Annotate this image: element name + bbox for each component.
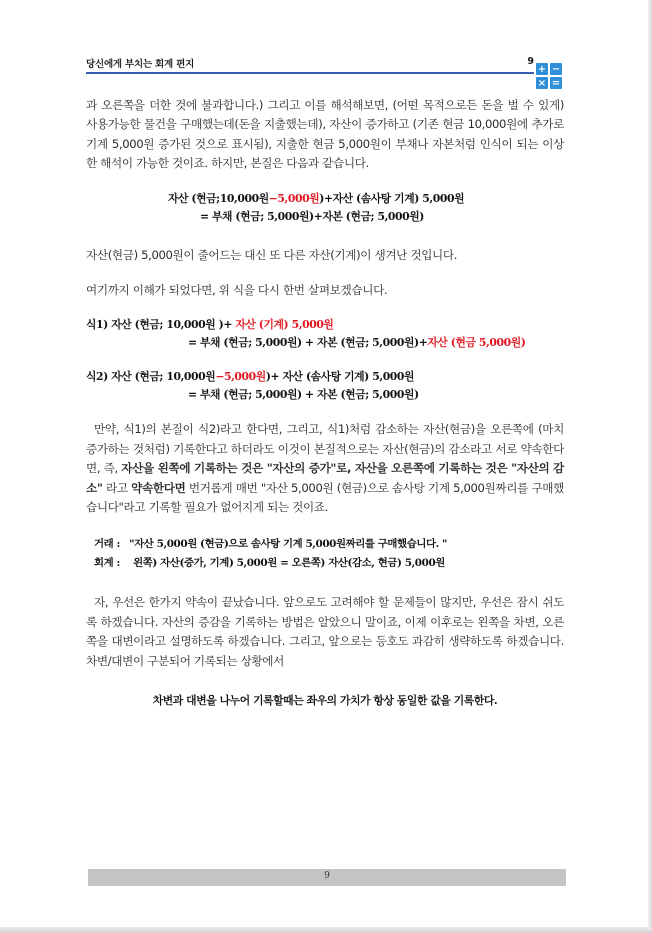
comparison-block bbox=[86, 535, 564, 573]
paragraph-5: 자, 우선은 한가지 약속이 끝났습니다. 앞으로도 고려해야 할 문제들이 많지만, 우선은 잠시 쉬도록 하겠습니다. 자산의 증감을 기록하는 방법은 알았으니 말이죠, 이제 이후로는 왼쪽을 차변, 오른쪽을 대변이라고 설명하도록 하겠습니다. 그리고, 앞으로는 등호도 과감히 생략하도록 하겠습니다. 차변/대변이 구분되어 기록되는 상황에서 bbox=[86, 595, 564, 668]
formula-block-2 bbox=[86, 316, 564, 352]
running-header bbox=[86, 56, 538, 72]
paragraph-4-emphasis-2: 약속한다면 bbox=[131, 480, 186, 495]
formula-3-label: 식2) bbox=[86, 370, 108, 384]
formula-3-line-1: 식2) 자산 (현금; 10,000원−5,000원)+ 자산 (솜사탕 기계) 5,000원 bbox=[86, 370, 415, 384]
footer-page-number: 9 bbox=[324, 871, 330, 881]
plus-icon: + bbox=[537, 63, 547, 75]
formula-2-line-1: 식1) 자산 (현금; 10,000원 )+ 자산 (기계) 5,000원 bbox=[86, 318, 334, 332]
paragraph-1: 과 오른쪽을 더한 것에 불과합니다.) 그리고 이를 해석해보면, (어떤 목적으로든 돈을 벌 수 있게) 사용가능한 물건을 구매했는데(돈을 지출했는데), 자산이 증가하고 (기존 현금 10,000원에 추가로 기계 5,000원 증가된 것으로 표시됨), 지출한 현금 5,000원이 부채나 자본처럼 인식이 되는 이상한 해석이 가능한 것이죠. 하지만, 본질은 다음과 같습니다. bbox=[86, 98, 564, 171]
accounting-label: 회계 : bbox=[94, 557, 120, 570]
formula-1-red-amount: −5,000원 bbox=[268, 191, 320, 205]
header-title: 당신에게 부치는 회계 편지 bbox=[86, 59, 195, 70]
formula-1-line-2: = 부채 (현금; 5,000원)+자본 (현금; 5,000원) bbox=[200, 209, 425, 223]
formula-3-red-amount: −5,000원 bbox=[215, 370, 266, 384]
paragraph-4-emphasis-1: 자산을 왼쪽에 기록하는 것은 "자산의 증가"로, 자산을 오른쪽에 기록하는 것은 "자산의 감소" bbox=[86, 461, 564, 495]
formula-2-label: 식1) bbox=[86, 318, 108, 332]
footer-bar bbox=[88, 869, 566, 886]
equals-icon: = bbox=[551, 77, 561, 89]
header-page-number: 9 bbox=[527, 56, 534, 67]
conclusion-statement: 차변과 대변을 나누어 기록할때는 좌우의 가치가 항상 동일한 값을 기록한다. bbox=[152, 694, 498, 708]
formula-block-1 bbox=[86, 190, 564, 226]
page-body bbox=[86, 96, 564, 708]
minus-icon: − bbox=[551, 63, 561, 75]
formula-1-line-1: 자산 (현금;10,000원−5,000원)+자산 (솜사탕 기계) 5,000원 bbox=[168, 191, 465, 205]
paragraph-4: 만약, 식1)의 본질이 식2)라고 한다면, 그리고, 식1)처럼 감소하는 자산(현금)을 오른쪽에 (마치 증가하는 것처럼) 기록한다고 하더라도 이것이 본질적으로는 자산(현금)의 감소라고 서로 약속한다면, 즉, 자산을 왼쪽에 기록하는 것은 "자산의 증가"로, 자산을 오른쪽에 기록하는 것은 "자산의 감소" 라고 약속한다면 번거롭게 매번 "자산 5,000원 (현금)으로 솜사탕 기계 5,000원짜리를 구매했습니다"라고 기록할 필요가 없어지게 되는 것이죠. bbox=[86, 422, 564, 515]
transaction-label: 거래 : bbox=[94, 538, 120, 551]
page-edge-shadow bbox=[648, 0, 652, 933]
paragraph-3: 여기까지 이해가 되었다면, 위 식을 다시 한번 살펴보겠습니다. bbox=[86, 283, 388, 298]
header-rule bbox=[86, 72, 534, 74]
formula-2-red-cash: 자산 (현금 5,000원) bbox=[427, 336, 526, 350]
calculator-icon bbox=[536, 63, 562, 89]
transaction-line: 거래 : "자산 5,000원 (현금)으로 솜사탕 기계 5,000원짜리를 구매했습니다. " bbox=[94, 538, 448, 551]
formula-3-line-2: = 부채 (현금; 5,000원) + 자본 (현금; 5,000원) bbox=[188, 388, 419, 402]
formula-2-line-2: = 부채 (현금; 5,000원) + 자본 (현금; 5,000원)+자산 (현금 5,000원) bbox=[188, 336, 526, 350]
formula-2-red-asset: 자산 (기계) 5,000원 bbox=[235, 318, 334, 332]
paragraph-2: 자산(현금) 5,000원이 줄어드는 대신 또 다른 자산(기계)이 생겨난 것입니다. bbox=[86, 247, 458, 262]
page-bottom-shadow bbox=[0, 927, 652, 933]
accounting-line: 회계 : 왼쪽) 자산(증가, 기계) 5,000원 = 오른쪽) 자산(감소, 현금) 5,000원 bbox=[94, 557, 445, 570]
formula-block-3 bbox=[86, 368, 564, 404]
multiply-icon: × bbox=[537, 77, 547, 89]
